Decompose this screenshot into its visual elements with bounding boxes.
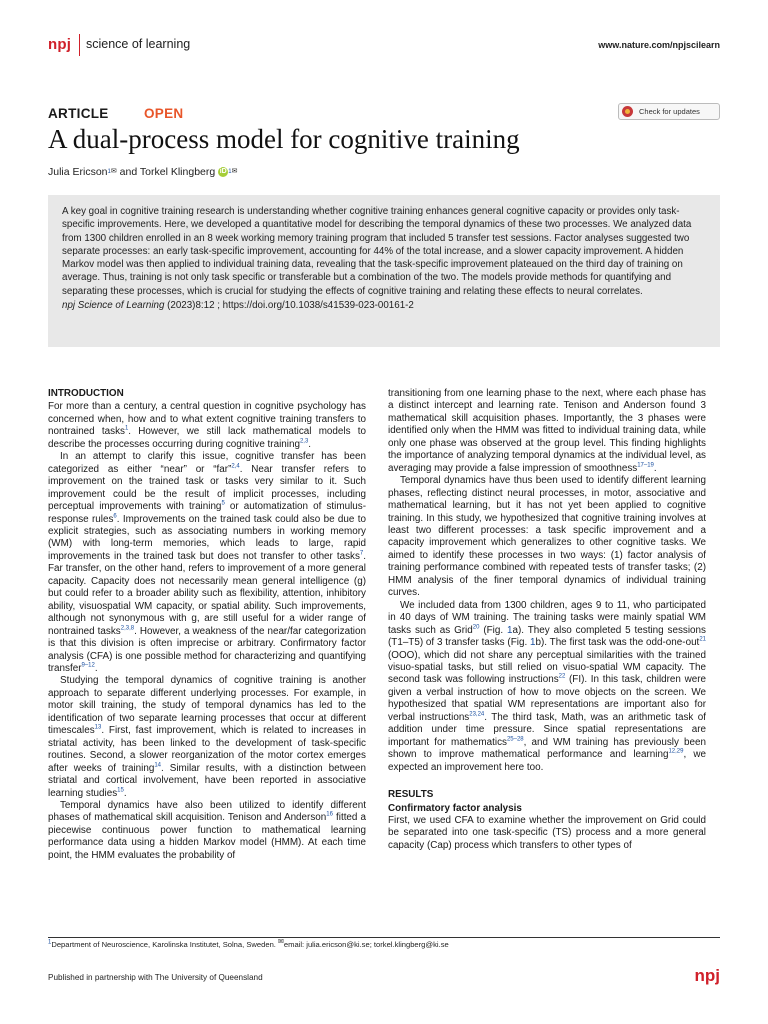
open-access-label: OPEN <box>144 106 184 121</box>
affiliation-footnote <box>48 940 449 949</box>
email-icon: ✉ <box>278 938 284 946</box>
body-paragraph: First, we used CFA to examine whether the improvement on Grid could be separated into one task-specific (TS) process and a more general capacity (Cap) process which transfers to other types of <box>388 814 706 851</box>
body-paragraph: We included data from 1300 children, ages 9 to 11, who participated in 40 days of WM training. The training tasks were mainly spatial WM tasks such as Grid$^{20}$ (Fig. 1a). They also completed 5 testing sessions (T1–T5) of 3 transfer tasks (Fig. 1b). The first task was the odd-one-out$^{21}$ (OOO), which did not share any perceptual similarities with the trained visuo-spatial tasks, but still relied on visuo-spatial WM capacity. The second task was following instructions$^{22}$ (FI). In this task, children were given a verbal instruction of how to move objects on the screen. We hypothesized that spatial WM representations are important also for verbal instructions$^{23,24}$. The third task, Math, was an arithmetic task of addition under time pressure. Since spatial representations are important for mathematics$^{25-28}$, and WM training has previously been shown to improve mathematical performance and learning$^{12,29}$, we expected an improvement here too. <box>388 599 706 773</box>
check-for-updates-button[interactable] <box>618 103 720 120</box>
affiliation-text: Department of Neuroscience, Karolinska Institutet, Solna, Sweden. <box>51 940 276 949</box>
author-ericson[interactable]: Julia Ericson <box>48 166 108 178</box>
partnership-note: Published in partnership with The University of Queensland <box>48 973 263 982</box>
body-paragraph: transitioning from one learning phase to the next, where each phase has a distinct intercept and learning rate. Tenison and Anderson found 3 mathematical skill acquisition phases. Importantly, the 3 phases were identified only when the HMM was fitted to individual training data, while only one phase was observed at the group level. This finding highlights the importance of analyzing temporal dynamics at the individual level, as averaging may provide a false impression of smoothness$^{17-19}$. <box>388 388 706 474</box>
article-type-label: ARTICLE <box>48 106 109 121</box>
header-divider <box>79 34 80 56</box>
body-column-left <box>48 388 366 862</box>
footnote-divider <box>48 937 720 938</box>
section-heading-results: RESULTS <box>388 789 434 801</box>
citation-doi[interactable]: (2023)8:12 ; https://doi.org/10.1038/s41539-023-00161-2 <box>164 300 414 312</box>
body-paragraph: Temporal dynamics have also been utilized to identify different phases of mathematical skill acquisition. Tenison and Anderson$^{16}$ fitted a piecewise continuous power function to mathematical learning performance data using a hidden Markov model (HMM). At each time point, the HMM evaluates the probability of <box>48 799 366 861</box>
subsection-heading-cfa: Confirmatory factor analysis <box>388 802 522 814</box>
citation-journal: npj Science of Learning <box>62 300 165 312</box>
npj-footer-logo: npj <box>694 966 720 985</box>
journal-name[interactable]: science of learning <box>86 37 191 51</box>
body-paragraph: In an attempt to clarify this issue, cognitive transfer has been categorized as either “near” or “far”$^{2,4}$. Near transfer refers to improvement on the trained task or tasks very similar to it. Such improvement could be the result of implicit processes, including perceptual improvements with training$^5$ or automatization of stimulus-response rules$^6$. Improvements on the trained task could also be due to explicit strategies, such as associating numbers in working memory (WM) with long-term memories, which leads to large, rapid improvements in the trained task but does not transfer to other tasks$^7$. Far transfer, on the other hand, refers to improvement of a more general capacity. Capacity does not necessarily mean general intelligence (g) but could refer to a broader ability such as flexibility, attention, inhibitory ability, visuospatial WM capacity, or spatial ability. Such improvements, although not synonymous with g, are still useful for a wider range of nontrained tasks$^{2,3,8}$. However, a weakness of the near/far categorization is that this division is often imprecise or arbitrary. Confirmatory factor analysis (CFA) is one possible method for characterizing and quantifying transfer$^{9-12}$. <box>48 451 366 674</box>
abstract-text: A key goal in cognitive training research is understanding whether cognitive training enhances general cognitive capacity or provides only task-specific improvements. Here, we developed a quantitative model for describing the temporal dynamics of these two processes. We analyzed data from 1300 children enrolled in an 8 week working memory training program that included 5 transfer test sessions. Factor analyses suggested two separate processes: an early task-specific improvement, accounting for 44% of the total increase, and a slower capacity improvement. A hidden Markov model was then applied to individual training data, revealing that the task-specific improvement plateaued on the third day of training on average. Thus, training is not only task specific or transferable but a combination of the two. The models provide methods for quantifying and separating these processes, which is crucial for studying the effects of cognitive training and relating these effects to neural correlates. <box>62 206 692 297</box>
article-title: A dual-process model for cognitive training <box>48 124 520 154</box>
body-paragraph: For more than a century, a central question in cognitive psychology has concerned when, how and to what extent cognitive training transfers to nontrained tasks$^1$. However, we still lack mathematical models to describe the processes occurring during cognitive training$^{2,3}$. <box>48 401 366 450</box>
body-paragraph: Studying the temporal dynamics of cognitive training is another approach to separate different underlying processes. For example, in motor skill training, the study of temporal dynamics has led to the identification of two separate learning processes that occur at different timescales$^{13}$. First, fast improvement, which is related to increases in striatal activity, has been linked to the development of task-specific routines. Second, a slower reorganization of the motor cortex emerges after weeks of training$^{14}$. Similar results, with a distinction between striatal and cortical involvement, have been reported in associative learning studies$^{15}$. <box>48 675 366 799</box>
author-klingberg[interactable]: and Torkel Klingberg <box>119 166 216 178</box>
abstract-box <box>48 195 720 347</box>
body-paragraph: Temporal dynamics have thus been used to identify different learning phases, reflecting distinct neural processes, in motor, associative and mathematical learning, but it has not yet been applied to cognitive training. In this study, we hypothesized that cognitive training involves at least two different processes: a task specific improvement and a capacity improvement which generalizes to other cognitive tasks. We aimed to identify these processes in two ways: (1) factor analysis of training performance combined with repeated tests of transfer tasks; (2) HMM analysis of the finer temporal dynamics of individual training curves. <box>388 475 706 599</box>
check-for-updates-label: Check for updates <box>639 107 700 116</box>
contact-emails[interactable]: email: julia.ericson@ki.se; torkel.klingberg@ki.se <box>283 940 449 949</box>
page-header <box>48 36 720 58</box>
crossmark-icon <box>622 106 633 117</box>
citation-line <box>62 299 706 312</box>
npj-logo[interactable]: npj <box>48 36 72 53</box>
footnote-marker: 1 <box>48 939 52 946</box>
body-column-right <box>388 388 706 852</box>
orcid-icon[interactable]: iD <box>219 168 227 175</box>
author-list: Julia Ericson 1 ✉ and Torkel Klingberg iD 1 ✉ <box>48 166 238 178</box>
journal-url-link[interactable]: www.nature.com/npjscilearn <box>598 40 720 50</box>
section-heading-introduction: INTRODUCTION <box>48 388 124 399</box>
